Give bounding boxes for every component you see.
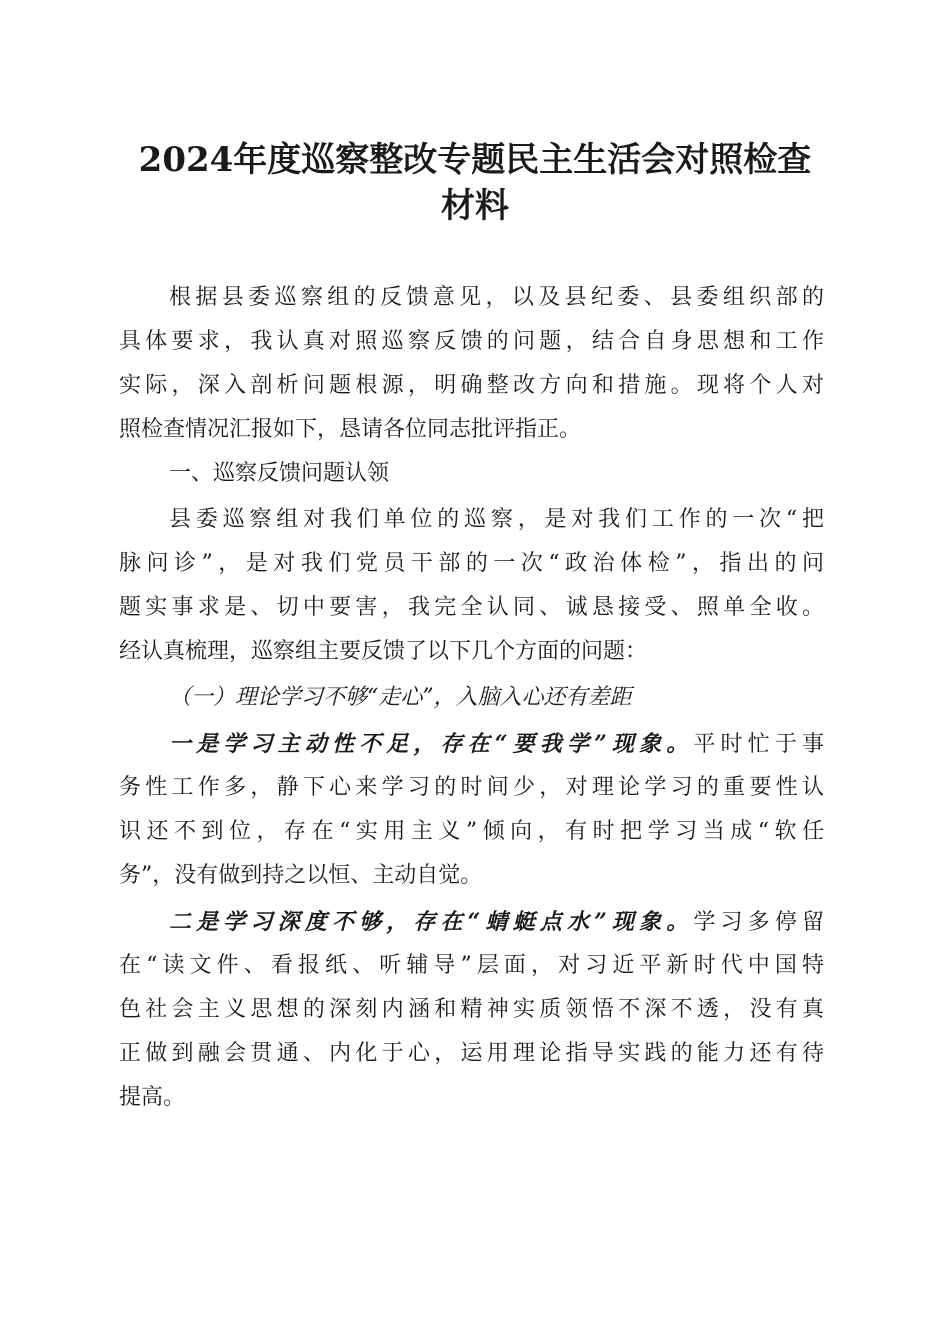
- point-lead: 一是学习主动性不足，存在“要我学”现象。: [169, 731, 694, 757]
- section-paragraph-line: 题实事求是、切中要害，我完全认同、诚恳接受、照单全收。: [119, 595, 824, 620]
- intro-paragraph-line: 实际，深入剖析问题根源，明确整改方向和措施。现将个人对: [119, 373, 824, 398]
- intro-paragraph-line: 具体要求，我认真对照巡察反馈的问题，结合自身思想和工作: [119, 329, 824, 354]
- section-paragraph-line: 经认真梳理，巡察组主要反馈了以下几个方面的问题：: [119, 639, 648, 664]
- point-text: 学习多停留: [693, 910, 824, 935]
- document-title-line-2: 材料: [441, 186, 509, 226]
- section-paragraph-line: 县委巡察组对我们单位的巡察，是对我们工作的一次“把: [169, 507, 824, 532]
- point-paragraph-line: 色社会主义思想的深刻内涵和精神实质领悟不深不透，没有真: [119, 997, 824, 1022]
- point-paragraph-line: 识还不到位，存在“实用主义”倾向，有时把学习当成“软任: [119, 819, 824, 844]
- section-heading: 一、巡察反馈问题认领: [169, 461, 390, 486]
- intro-paragraph-line: 根据县委巡察组的反馈意见，以及县纪委、县委组织部的: [169, 285, 824, 310]
- section-paragraph-line: 脉问诊”，是对我们党员干部的一次“政治体检”，指出的问: [119, 551, 824, 576]
- point-paragraph-line: 正做到融会贯通、内化于心，运用理论指导实践的能力还有待: [119, 1041, 824, 1066]
- point-paragraph-line: 在“读文件、看报纸、听辅导”层面，对习近平新时代中国特: [119, 953, 824, 978]
- subsection-heading: （一）理论学习不够“走心”，入脑入心还有差距: [169, 685, 632, 710]
- point-paragraph-line: 务性工作多，静下心来学习的时间少，对理论学习的重要性认: [119, 775, 824, 800]
- point-text: 平时忙于事: [693, 732, 824, 757]
- point-paragraph-line: 务”，没有做到持之以恒、主动自觉。: [119, 863, 483, 888]
- intro-paragraph-line: 照检查情况汇报如下，恳请各位同志批评指正。: [119, 417, 582, 442]
- point-paragraph-line: 提高。: [119, 1085, 186, 1110]
- point-paragraph-line: [169, 900, 824, 944]
- point-paragraph-line: [169, 722, 824, 766]
- document-title-line-1: 2024年度巡察整改专题民主生活会对照检查: [138, 140, 812, 180]
- point-lead: 二是学习深度不够，存在“蜻蜓点水”现象。: [169, 909, 694, 935]
